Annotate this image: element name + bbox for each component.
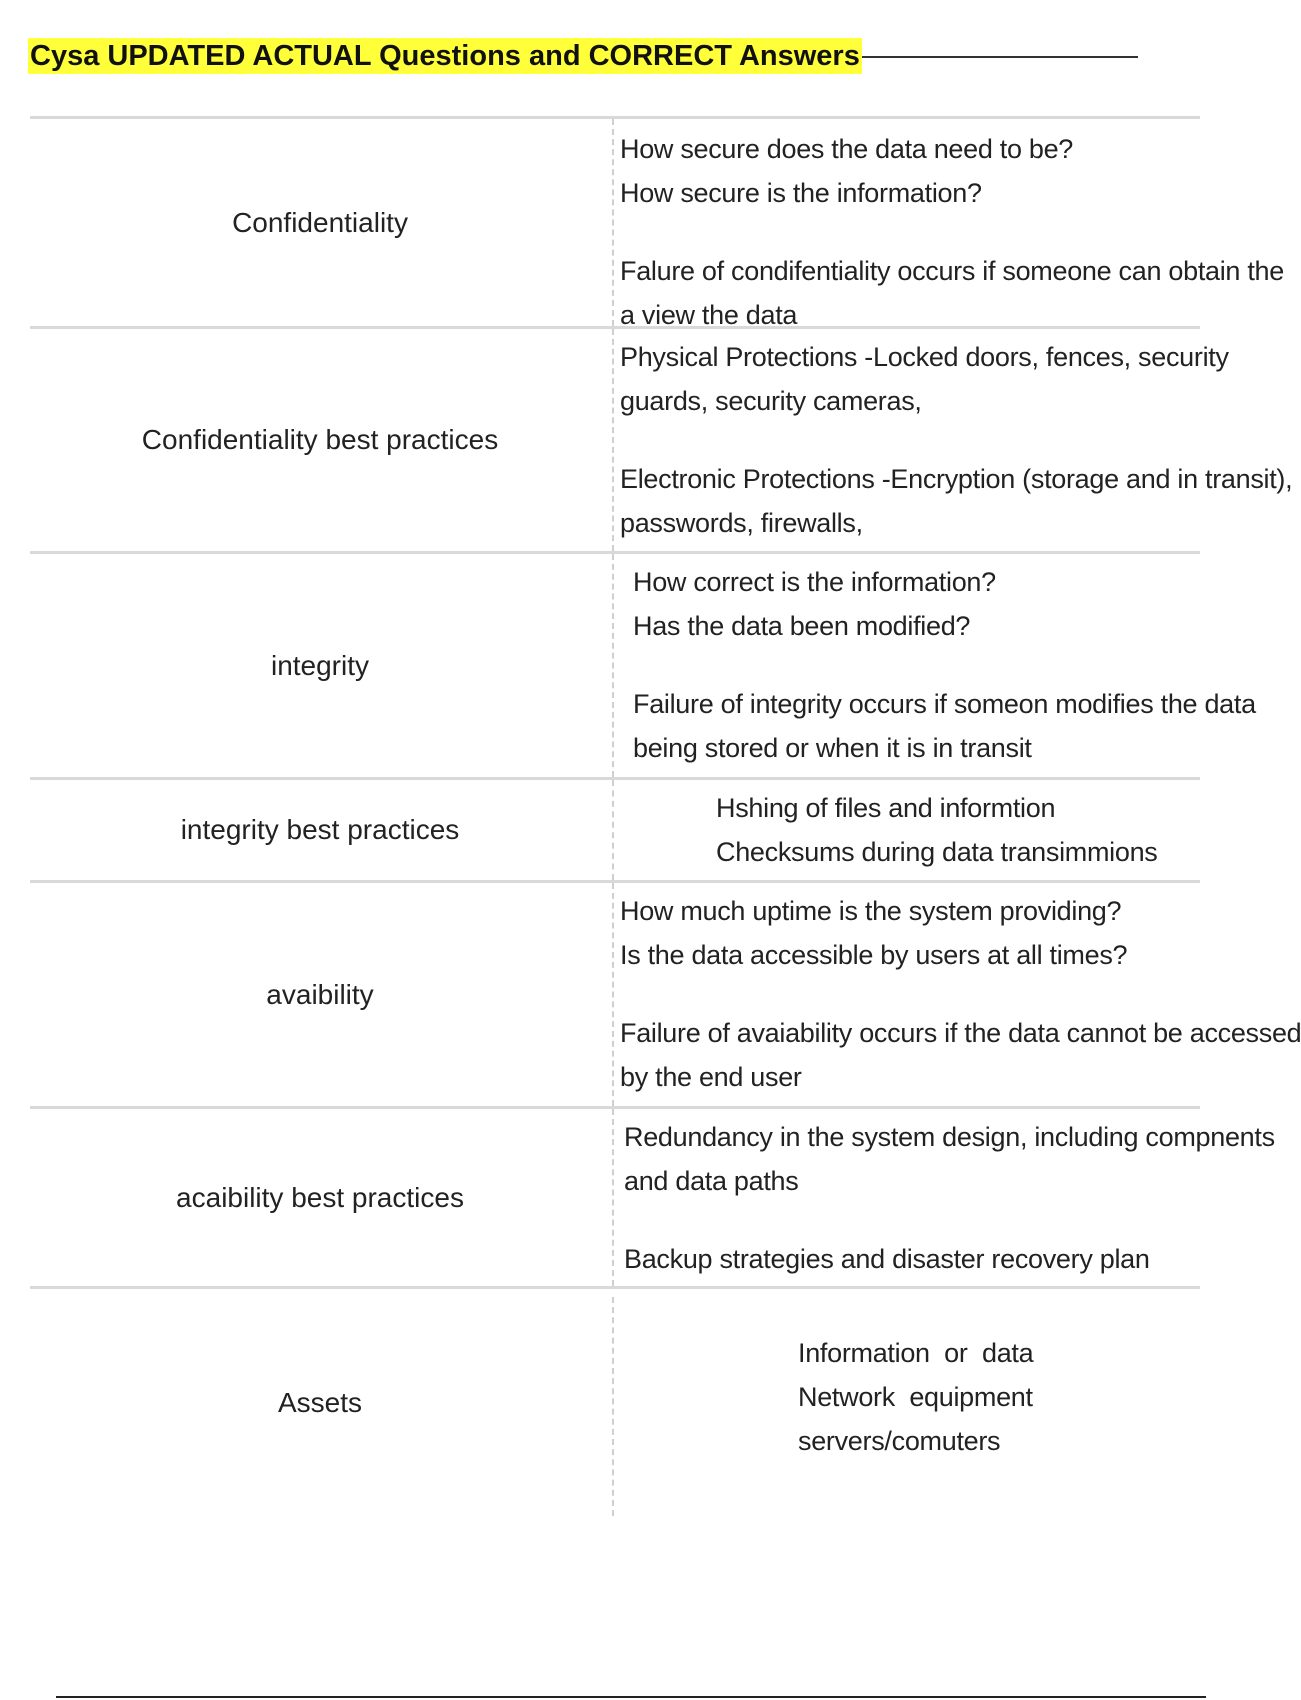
card-definition	[618, 1289, 1200, 1516]
card-term: Confidentiality best practices	[141, 424, 499, 455]
definition-line: Checksums during data transimmions	[716, 837, 1158, 867]
definition-line: How secure is the information?	[620, 178, 982, 208]
definition-line: being stored or when it is in transit	[633, 733, 1032, 763]
column-divider	[612, 554, 614, 777]
definition-line: a view the data	[620, 300, 798, 330]
column-divider	[612, 119, 614, 326]
card-row	[30, 777, 1200, 880]
definition-line: Information or data	[798, 1338, 1034, 1368]
flashcard-table	[30, 116, 1301, 1516]
document-title: Cysa UPDATED ACTUAL Questions and CORRECT Answers	[30, 40, 860, 72]
title-bar	[28, 38, 1138, 78]
column-divider	[612, 329, 614, 551]
definition-line: by the end user	[620, 1062, 802, 1092]
card-row	[30, 1286, 1200, 1516]
definition-line: How correct is the information?	[633, 567, 996, 597]
definition-line: Backup strategies and disaster recovery plan	[624, 1244, 1150, 1274]
column-divider	[612, 883, 614, 1106]
definition-line: Failure of integrity occurs if someon modifies the data	[633, 689, 1256, 719]
definition-line: servers/comuters	[798, 1426, 1001, 1456]
card-row	[30, 326, 1293, 551]
footer-rule	[56, 1696, 1206, 1698]
definition-line: Network equipment	[798, 1382, 1033, 1412]
definition-line: Physical Protections -Locked doors, fences, security	[620, 342, 1229, 372]
card-term: avaibility	[266, 978, 374, 1010]
definition-line: Is the data accessible by users at all times?	[620, 940, 1128, 970]
card-term: Assets	[277, 1386, 363, 1418]
card-row	[30, 880, 1301, 1106]
column-divider	[612, 1297, 614, 1516]
card-definition	[618, 119, 1284, 330]
definition-line: guards, security cameras,	[620, 386, 922, 416]
definition-line: passwords, firewalls,	[620, 508, 863, 538]
card-term: integrity	[270, 649, 370, 681]
card-row	[30, 1106, 1275, 1286]
definition-line: and data paths	[624, 1166, 799, 1196]
definition-line: Redundancy in the system design, including compnents	[624, 1122, 1275, 1152]
definition-line: Falure of condifentiality occurs if someone can obtain the	[620, 256, 1284, 286]
definition-line: Hshing of files and informtion	[716, 793, 1056, 823]
card-definition	[618, 554, 1256, 777]
card-definition	[618, 883, 1301, 1106]
definition-line: Failure of avaiability occurs if the data cannot be accessed	[620, 1018, 1301, 1048]
definition-line: Has the data been modified?	[633, 611, 971, 641]
card-definition	[618, 329, 1293, 551]
card-term: acaibility best practices	[176, 1181, 464, 1213]
card-term: integrity best practices	[180, 814, 460, 845]
definition-line: Electronic Protections -Encryption (storage and in transit),	[620, 464, 1293, 494]
card-term: Confidentiality	[232, 206, 408, 238]
card-definition	[618, 780, 1200, 880]
definition-line: How much uptime is the system providing?	[620, 896, 1122, 926]
column-divider	[612, 1109, 614, 1286]
column-divider	[612, 780, 614, 880]
card-row	[30, 116, 1284, 330]
card-definition	[618, 1109, 1275, 1286]
definition-line: How secure does the data need to be?	[620, 134, 1074, 164]
card-row	[30, 551, 1256, 777]
